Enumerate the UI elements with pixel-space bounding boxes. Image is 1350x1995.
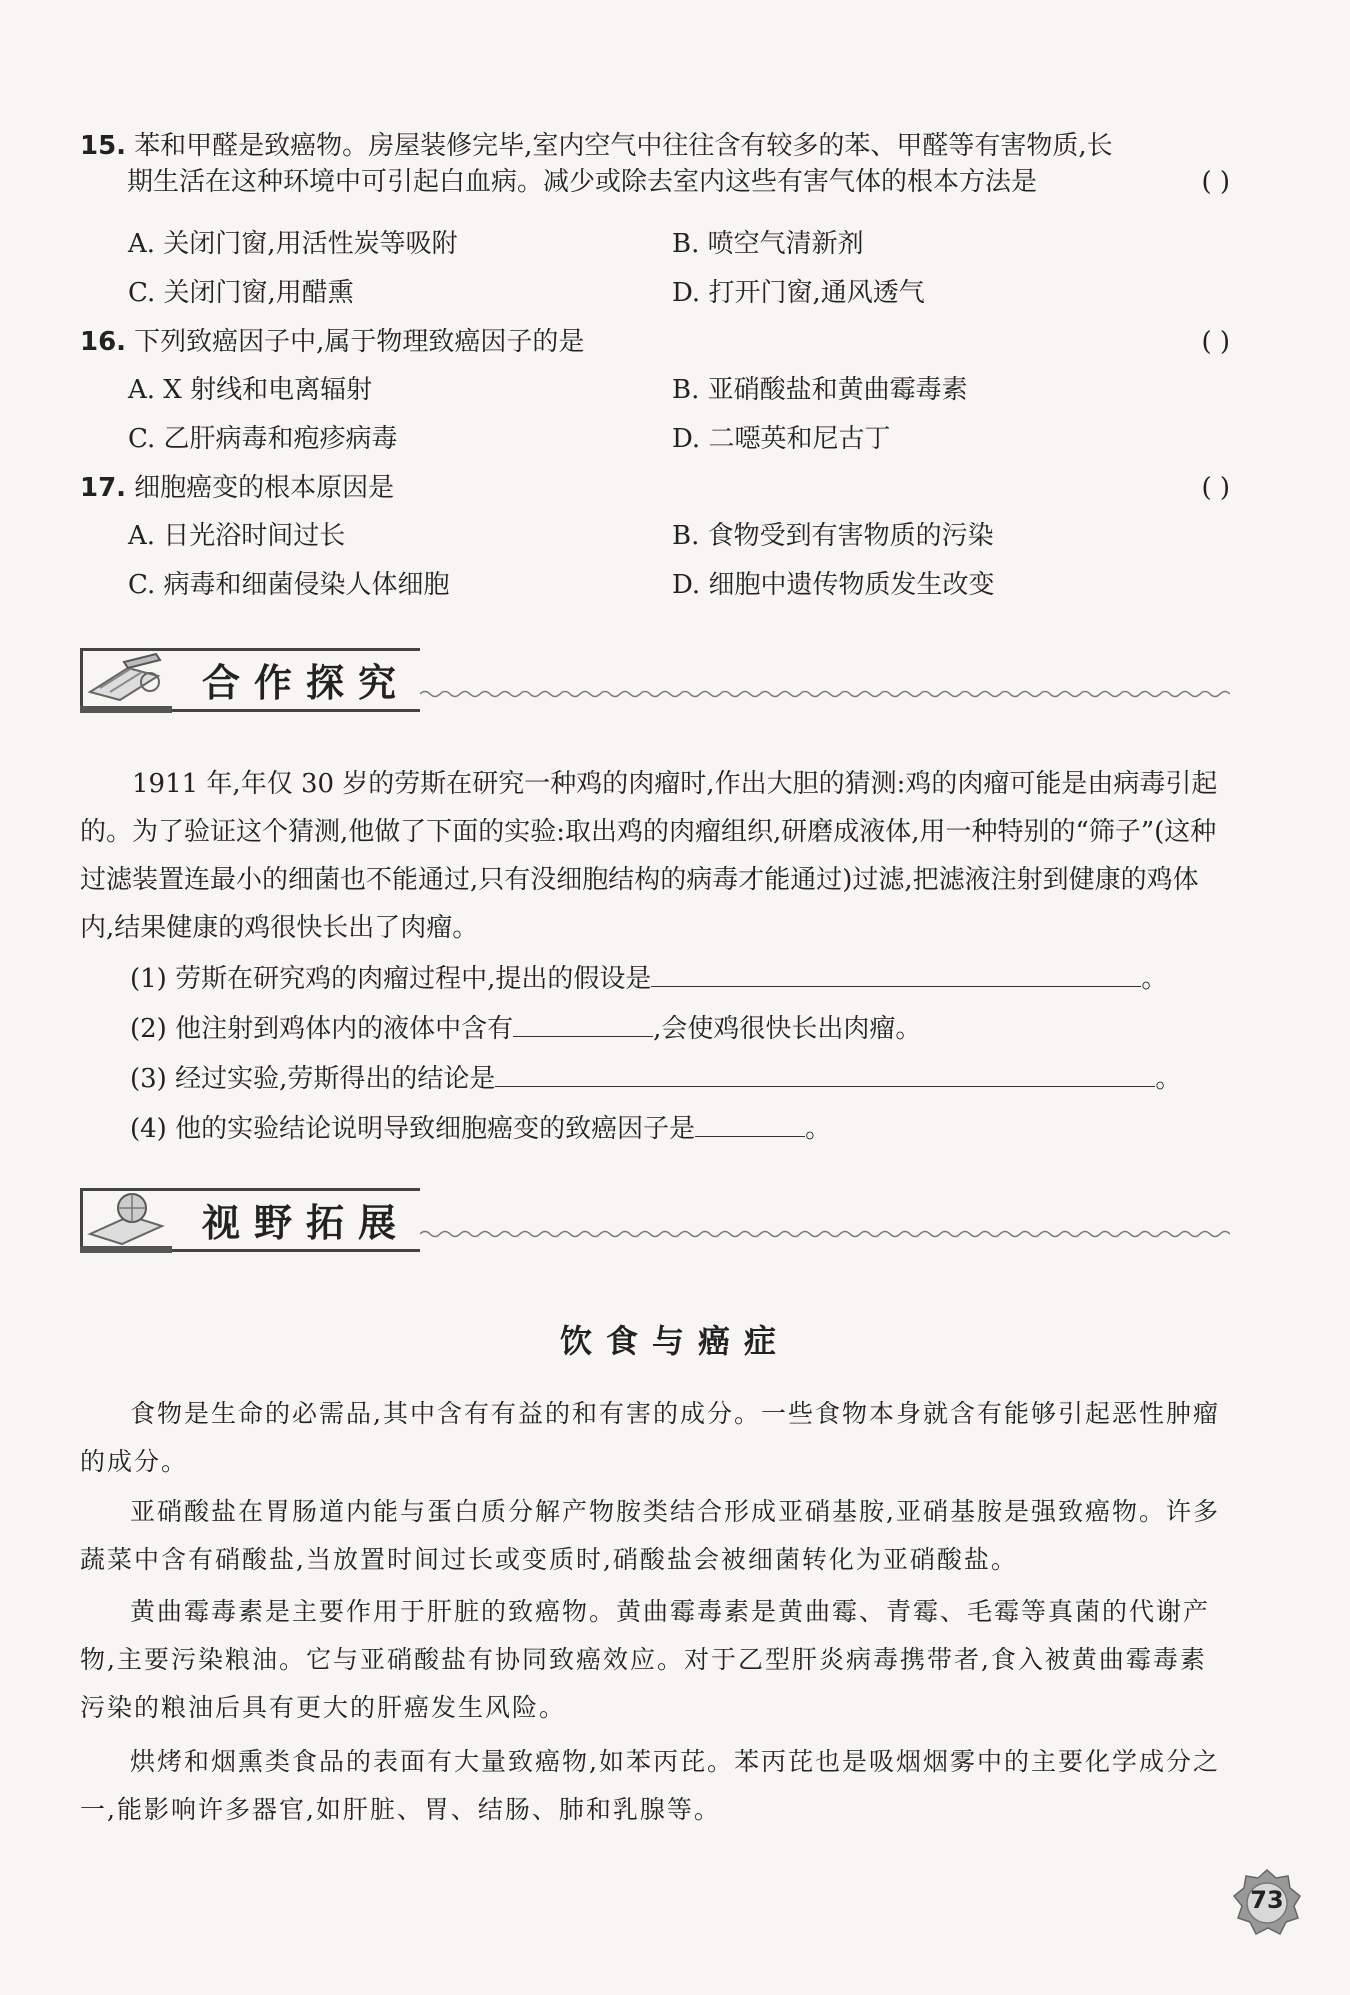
wavy-divider	[420, 688, 1230, 700]
sub-question-end: 。	[1141, 964, 1168, 994]
answer-blank[interactable]	[495, 1060, 1155, 1087]
article-paragraph-4: 烘烤和烟熏类食品的表面有大量致癌物,如苯丙芘。苯丙芘也是吸烟烟雾中的主要化学成分之一,能影响许多器官,如肝脏、胃、结肠、肺和乳腺等。	[80, 1747, 1220, 1824]
q16-option-d: D. 二噁英和尼古丁	[672, 424, 891, 454]
answer-parentheses: ( )	[1201, 473, 1230, 503]
q17-option-d: D. 细胞中遗传物质发生改变	[672, 570, 995, 600]
sub-question-text-after: ,会使鸡很快长出肉瘤。	[653, 1014, 922, 1044]
section-header-broaden-horizons	[80, 1188, 1230, 1252]
question-text: 细胞癌变的根本原因是	[134, 473, 395, 503]
question-text: 下列致癌因子中,属于物理致癌因子的是	[134, 327, 585, 357]
sub-question-text: (3) 经过实验,劳斯得出的结论是	[130, 1064, 496, 1094]
inquiry-paragraph: 1911 年,年仅 30 岁的劳斯在研究一种鸡的肉瘤时,作出大胆的猜测:鸡的肉瘤可能是由病毒引起的。为了验证这个猜测,他做了下面的实验:取出鸡的肉瘤组织,研磨成液体,用一种特别的“筛子”(这种过滤装置连最小的细菌也不能通过,只有没细胞结构的病毒才能通过)过滤,把滤液注射到健康的鸡体内,结果健康的鸡很快长出了肉瘤。	[80, 769, 1218, 943]
sub-question-3	[130, 1060, 1181, 1097]
question-16	[80, 324, 1230, 360]
question-number: 16.	[80, 327, 127, 357]
q17-option-c: C. 病毒和细菌侵染人体细胞	[128, 570, 450, 600]
globe-book-icon	[80, 1188, 172, 1253]
article-paragraph-3: 黄曲霉毒素是主要作用于肝脏的致癌物。黄曲霉毒素是黄曲霉、青霉、毛霉等真菌的代谢产物,主要污染粮油。它与亚硝酸盐有协同致癌效应。对于乙型肝炎病毒携带者,食入被黄曲霉毒素污染的粮油后具有更大的肝癌发生风险。	[80, 1597, 1211, 1722]
answer-blank[interactable]	[651, 960, 1141, 987]
sub-question-1	[130, 960, 1167, 997]
sub-question-4	[130, 1110, 831, 1147]
sub-question-end: 。	[805, 1114, 832, 1144]
q15-option-d: D. 打开门窗,通风透气	[672, 278, 925, 308]
question-text-line2: 期生活在这种环境中可引起白血病。减少或除去室内这些有害气体的根本方法是	[127, 167, 1038, 197]
article-paragraph-1: 食物是生命的必需品,其中含有有益的和有害的成分。一些食物本身就含有能够引起恶性肿瘤的成分。	[80, 1399, 1220, 1476]
question-text-line1: 苯和甲醛是致癌物。房屋装修完毕,室内空气中往往含有较多的苯、甲醛等有害物质,长	[134, 131, 1113, 161]
wavy-divider	[420, 1228, 1230, 1240]
answer-blank[interactable]	[513, 1010, 653, 1037]
q17-option-b: B. 食物受到有害物质的污染	[672, 521, 994, 551]
question-17	[80, 470, 1230, 506]
q16-option-a: A. X 射线和电离辐射	[128, 375, 373, 405]
q15-option-c: C. 关闭门窗,用醋熏	[128, 278, 354, 308]
question-number: 17.	[80, 473, 127, 503]
q15-option-b: B. 喷空气清新剂	[672, 229, 864, 259]
answer-blank[interactable]	[695, 1110, 805, 1137]
sub-question-2	[130, 1010, 921, 1047]
q15-option-a: A. 关闭门窗,用活性炭等吸附	[128, 229, 458, 259]
question-15	[80, 128, 1230, 200]
q17-option-a: A. 日光浴时间过长	[128, 521, 346, 551]
answer-parentheses: ( )	[1201, 167, 1230, 197]
section-title: 视野拓展	[202, 1201, 411, 1245]
answer-parentheses: ( )	[1201, 327, 1230, 357]
sub-question-end: 。	[1155, 1064, 1182, 1094]
page-number: 73	[1250, 1886, 1284, 1914]
sub-question-text: (4) 他的实验结论说明导致细胞癌变的致癌因子是	[130, 1114, 696, 1144]
sub-question-text: (2) 他注射到鸡体内的液体中含有	[130, 1014, 514, 1044]
question-number: 15.	[80, 131, 127, 161]
sub-question-text: (1) 劳斯在研究鸡的肉瘤过程中,提出的假设是	[130, 964, 652, 994]
q16-option-b: B. 亚硝酸盐和黄曲霉毒素	[672, 375, 968, 405]
section-header-cooperative-inquiry	[80, 648, 1230, 712]
article-title: 饮食与癌症	[559, 1322, 790, 1360]
q16-option-c: C. 乙肝病毒和疱疹病毒	[128, 424, 398, 454]
page-number-badge	[1232, 1868, 1302, 1938]
section-title: 合作探究	[202, 661, 411, 705]
pencil-book-icon	[80, 648, 172, 713]
article-paragraph-2: 亚硝酸盐在胃肠道内能与蛋白质分解产物胺类结合形成亚硝基胺,亚硝基胺是强致癌物。许多蔬菜中含有硝酸盐,当放置时间过长或变质时,硝酸盐会被细菌转化为亚硝酸盐。	[80, 1497, 1220, 1574]
